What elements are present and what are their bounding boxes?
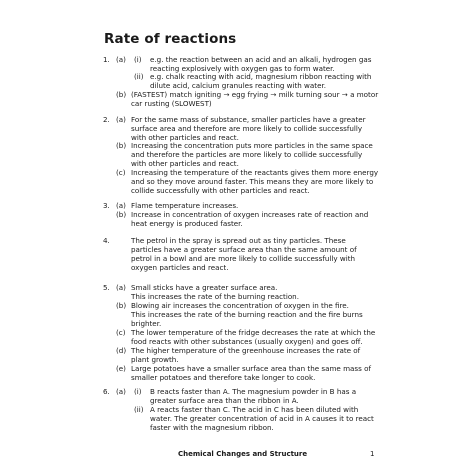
answer-line: reacting explosively with oxygen gas to form water. bbox=[150, 64, 335, 73]
answer-line: oxygen particles and react. bbox=[131, 263, 229, 272]
answer-line: Flame temperature increases. bbox=[131, 201, 239, 210]
part-label: (d) bbox=[116, 346, 127, 355]
answer-line: Large potatoes have a smaller surface area than the same mass of bbox=[131, 364, 372, 373]
question-number: 3. bbox=[103, 201, 110, 210]
answer-line: smaller potatoes and therefore take longer to cook. bbox=[131, 373, 316, 382]
answer-line: greater surface area than the ribbon in A. bbox=[150, 396, 299, 405]
part-label: (c) bbox=[116, 168, 126, 177]
answer-line: This increases the rate of the burning reaction. bbox=[131, 292, 299, 301]
answer-line: car rusting (SLOWEST) bbox=[131, 99, 212, 108]
answer-line: Increasing the temperature of the reactants gives them more energy bbox=[131, 168, 379, 177]
answer-line: particles have a greater surface area than the same amount of bbox=[131, 245, 357, 254]
part-label: (b) bbox=[116, 90, 127, 99]
answer-line: surface area and therefore are more likely to collide successfully bbox=[131, 124, 363, 133]
answer-line: food reacts with other substances (usually oxygen) and goes off. bbox=[131, 337, 363, 346]
answer-line: plant growth. bbox=[131, 355, 179, 364]
answer-line: Small sticks have a greater surface area. bbox=[131, 283, 278, 292]
answer-line: faster with the magnesium ribbon. bbox=[150, 423, 274, 432]
answer-line: brighter. bbox=[131, 319, 162, 328]
part-label: (c) bbox=[116, 328, 126, 337]
part-label: (b) bbox=[116, 301, 127, 310]
part-label: (a) bbox=[116, 201, 126, 210]
page-number: 1 bbox=[370, 450, 375, 458]
part-label: (a) bbox=[116, 283, 126, 292]
answer-line: with other particles and react. bbox=[131, 133, 239, 142]
answer-line: and therefore the particles are more likely to collide successfully bbox=[131, 150, 363, 159]
answer-line: with other particles and react. bbox=[131, 159, 239, 168]
answer-line: Increase in concentration of oxygen increases rate of reaction and bbox=[131, 210, 369, 219]
part-label: (b) bbox=[116, 141, 127, 150]
page-title: Rate of reactions bbox=[104, 31, 237, 47]
answer-line: dilute acid, calcium granules reacting with water. bbox=[150, 81, 327, 90]
part-label: (e) bbox=[116, 364, 126, 373]
answer-line: For the same mass of substance, smaller particles have a greater bbox=[131, 115, 366, 124]
answer-line: The higher temperature of the greenhouse increases the rate of bbox=[131, 346, 361, 355]
subpart-label: (i) bbox=[134, 387, 142, 396]
question-number: 5. bbox=[103, 283, 110, 292]
answer-line: heat energy is produced faster. bbox=[131, 219, 243, 228]
answer-line: The petrol in the spray is spread out as tiny particles. These bbox=[131, 236, 346, 245]
answer-line: Blowing air increases the concentration of oxygen in the fire. bbox=[131, 301, 349, 310]
answer-line: The lower temperature of the fridge decreases the rate at which the bbox=[131, 328, 376, 337]
question-number: 4. bbox=[103, 236, 110, 245]
question-number: 6. bbox=[103, 387, 110, 396]
part-label: (a) bbox=[116, 115, 126, 124]
part-label: (a) bbox=[116, 55, 126, 64]
answer-line: collide successfully with other particles and react. bbox=[131, 186, 310, 195]
answer-line: A reacts faster than C. The acid in C has been diluted with bbox=[150, 405, 359, 414]
answer-line: B reacts faster than A. The magnesium powder in B has a bbox=[150, 387, 357, 396]
subpart-label: (ii) bbox=[134, 405, 144, 414]
answer-line: and so they move around faster. This means they are more likely to bbox=[131, 177, 374, 186]
part-label: (a) bbox=[116, 387, 126, 396]
answer-line: This increases the rate of the burning reaction and the fire burns bbox=[131, 310, 363, 319]
subpart-label: (i) bbox=[134, 55, 142, 64]
question-number: 1. bbox=[103, 55, 110, 64]
answer-line: petrol in a bowl and are more likely to collide successfully with bbox=[131, 254, 356, 263]
part-label: (b) bbox=[116, 210, 127, 219]
answer-line: Increasing the concentration puts more particles in the same space bbox=[131, 141, 373, 150]
footer-title: Chemical Changes and Structure bbox=[178, 450, 308, 458]
subpart-label: (ii) bbox=[134, 72, 144, 81]
question-number: 2. bbox=[103, 115, 110, 124]
answer-line: (FASTEST) match igniting → egg frying → milk turning sour → a motor bbox=[131, 90, 379, 99]
answer-line: e.g. the reaction between an acid and an alkali, hydrogen gas bbox=[150, 55, 372, 64]
answer-line: e.g. chalk reacting with acid, magnesium ribbon reacting with bbox=[150, 72, 372, 81]
answer-line: water. The greater concentration of acid in A causes it to react bbox=[150, 414, 374, 423]
